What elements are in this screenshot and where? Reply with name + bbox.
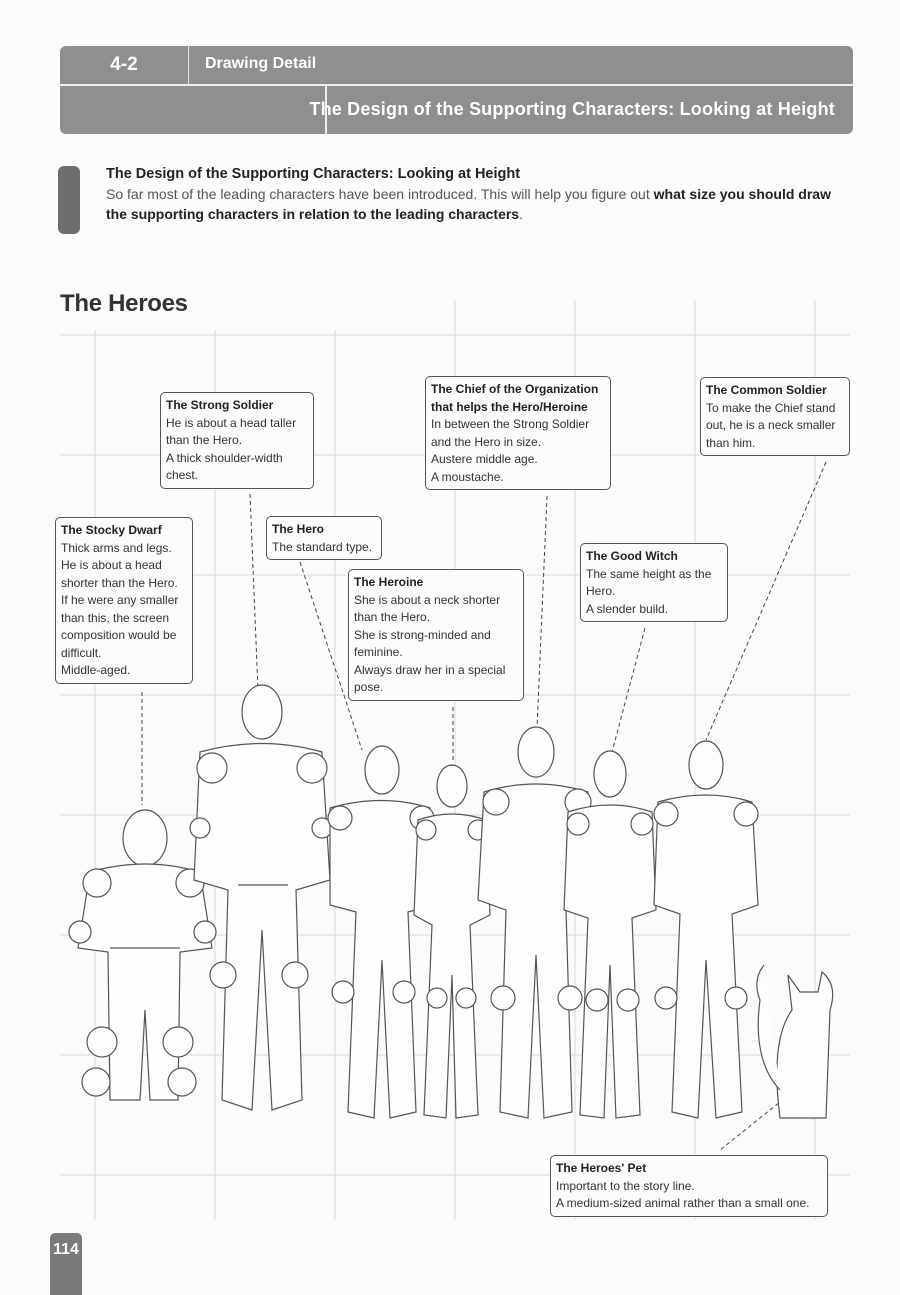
callout-line: To make the Chief stand bbox=[706, 400, 836, 415]
callout-line: pose. bbox=[354, 680, 384, 694]
callout-title: that helps the Hero/Heroine bbox=[431, 399, 588, 414]
callout-line: The same height as the bbox=[586, 566, 712, 581]
callout-title: The Strong Soldier bbox=[166, 398, 274, 412]
figure-hero bbox=[328, 746, 434, 1118]
callout-strong-soldier bbox=[160, 392, 314, 489]
callout-title: The Common Soldier bbox=[706, 383, 827, 397]
callout-line: than the Hero. bbox=[354, 610, 431, 624]
callout-line: difficult. bbox=[61, 645, 102, 660]
callout-good-witch bbox=[580, 543, 728, 622]
page-number-tab bbox=[50, 1233, 82, 1295]
callout-line: She is strong-minded and bbox=[354, 627, 491, 642]
callout-heroes-pet bbox=[550, 1155, 828, 1217]
callout-line: Thick arms and legs. bbox=[61, 540, 172, 555]
callout-line: She is about a neck shorter bbox=[354, 592, 501, 607]
callout-line: Hero. bbox=[586, 584, 616, 598]
callout-hero bbox=[266, 516, 382, 560]
callout-line: Always draw her in a special bbox=[354, 662, 506, 677]
intro-title: The Design of the Supporting Characters: Looking at Height bbox=[106, 166, 521, 182]
callout-line: A medium-sized animal rather than a small one. bbox=[556, 1196, 810, 1210]
callout-chief bbox=[425, 376, 611, 490]
callout-line: A moustache. bbox=[431, 469, 504, 484]
callout-title: The Hero bbox=[272, 522, 325, 536]
chapter-number: 4-2 bbox=[60, 46, 189, 84]
callout-line: composition would be bbox=[61, 628, 177, 642]
intro-body-bold: what size you should draw the supporting characters in relation to the leading characters bbox=[106, 186, 831, 222]
figure-common-soldier bbox=[654, 741, 758, 1118]
callout-line: out, he is a neck smaller bbox=[706, 418, 836, 432]
callout-common-soldier bbox=[700, 377, 850, 456]
callout-line: shorter than the Hero. bbox=[61, 575, 178, 590]
callout-line: Middle-aged. bbox=[61, 663, 131, 677]
callout-line: In between the Strong Soldier bbox=[431, 417, 590, 431]
callout-line: and the Hero in size. bbox=[431, 434, 542, 449]
figure-chief bbox=[478, 727, 594, 1118]
section-heading: The Heroes bbox=[60, 290, 188, 317]
callout-title: The Good Witch bbox=[586, 549, 678, 563]
callout-line: than the Hero. bbox=[166, 433, 243, 447]
callout-line: A thick shoulder-width bbox=[166, 450, 283, 465]
figure-pet-cat bbox=[757, 965, 833, 1118]
callout-line: feminine. bbox=[354, 645, 403, 659]
figure-heroine bbox=[414, 765, 490, 1118]
callout-line: If he were any smaller bbox=[61, 593, 179, 607]
callout-line: than this, the screen bbox=[61, 610, 170, 625]
callout-title: The Heroes' Pet bbox=[556, 1161, 647, 1175]
callout-heroine bbox=[348, 569, 524, 701]
callout-line: He is about a head bbox=[61, 558, 162, 572]
callout-line: Important to the story line. bbox=[556, 1178, 695, 1193]
callout-line: A slender build. bbox=[586, 601, 669, 616]
intro-body-end: . bbox=[519, 206, 523, 222]
intro-body-plain: So far most of the leading characters have been introduced. This will help you figure out bbox=[106, 186, 654, 202]
callout-stocky-dwarf bbox=[55, 517, 193, 684]
page-title: The Design of the Supporting Characters: Looking at Height bbox=[309, 99, 835, 119]
figure-strong-soldier bbox=[190, 685, 332, 1110]
callout-line: chest. bbox=[166, 468, 199, 482]
callout-line: The standard type. bbox=[272, 539, 373, 554]
page-number: 114 bbox=[53, 1241, 79, 1258]
figure-stocky-dwarf bbox=[69, 810, 216, 1100]
callout-line: He is about a head taller bbox=[166, 415, 297, 430]
section-label: Drawing Detail bbox=[205, 55, 317, 72]
callout-line: Austere middle age. bbox=[431, 452, 538, 466]
callout-title: The Stocky Dwarf bbox=[61, 523, 162, 537]
callout-line: than him. bbox=[706, 435, 756, 450]
callout-title: The Heroine bbox=[354, 575, 424, 589]
callout-title: The Chief of the Organization bbox=[431, 382, 599, 396]
